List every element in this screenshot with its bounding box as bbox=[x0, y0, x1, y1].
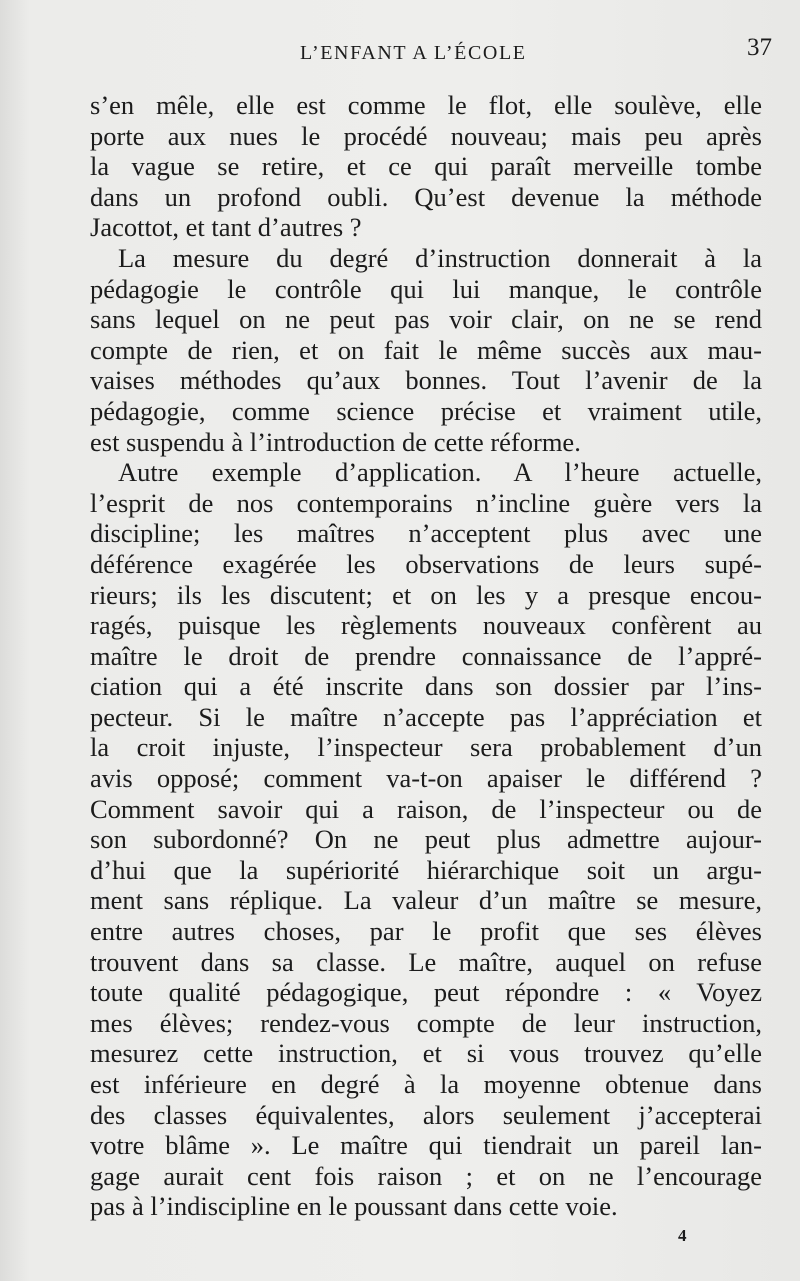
text-line: mesurez cette instruction, et si vous trouvez qu’elle bbox=[90, 1038, 762, 1069]
text-line: entre autres choses, par le profit que ses élèves bbox=[90, 916, 762, 947]
text-line: déférence exagérée les observations de leurs supé- bbox=[90, 548, 762, 579]
text-line: sans lequel on ne peut pas voir clair, on ne se rend bbox=[90, 304, 762, 335]
text-line: votre blâme ». Le maître qui tiendrait un pareil lan- bbox=[90, 1130, 762, 1161]
running-title: L’ENFANT A L’ÉCOLE bbox=[300, 42, 527, 64]
text-line: ragés, puisque les règlements nouveaux confèrent au bbox=[90, 610, 762, 641]
text-line: compte de rien, et on fait le même succès aux mau- bbox=[90, 334, 762, 365]
text-line: pédagogie le contrôle qui lui manque, le contrôle bbox=[90, 273, 762, 304]
text-line: discipline; les maîtres n’acceptent plus avec une bbox=[90, 518, 762, 549]
body-text bbox=[90, 90, 762, 1222]
text-line: la vague se retire, et ce qui paraît merveille tombe bbox=[90, 151, 762, 182]
text-line: La mesure du degré d’instruction donnerait à la bbox=[118, 242, 762, 273]
text-line: des classes équivalentes, alors seulement j’accepterai bbox=[90, 1099, 762, 1130]
text-line: est inférieure en degré à la moyenne obtenue dans bbox=[90, 1069, 762, 1099]
text-line: est suspendu à l’introduction de cette réforme. bbox=[90, 426, 581, 457]
text-line: trouvent dans sa classe. Le maître, auquel on refuse bbox=[90, 946, 762, 977]
text-line: mes élèves; rendez-vous compte de leur instruction, bbox=[90, 1007, 762, 1038]
text-line: Comment savoir qui a raison, de l’inspecteur ou de bbox=[90, 793, 762, 824]
text-line: pédagogie, comme science précise et vraiment utile, bbox=[90, 395, 762, 426]
text-line: pas à l’indiscipline en le poussant dans cette voie. bbox=[90, 1191, 618, 1222]
text-line: la croit injuste, l’inspecteur sera probablement d’un bbox=[90, 732, 762, 763]
text-line: maître le droit de prendre connaissance de l’appré- bbox=[90, 640, 762, 671]
page-number: 37 bbox=[747, 34, 772, 61]
signature-mark: 4 bbox=[678, 1226, 687, 1245]
text-line: Jacottot, et tant d’autres ? bbox=[90, 212, 362, 243]
text-line: toute qualité pédagogique, peut répondre : « Voyez bbox=[90, 977, 762, 1008]
text-line: porte aux nues le procédé nouveau; mais peu après bbox=[90, 120, 762, 151]
text-line: gage aurait cent fois raison ; et on ne l’encourage bbox=[90, 1160, 762, 1191]
text-line: son subordonné? On ne peut plus admettre aujour- bbox=[90, 824, 762, 855]
text-line: Autre exemple d’application. A l’heure actuelle, bbox=[118, 457, 762, 488]
text-line: rieurs; ils les discutent; et on les y a presque encou- bbox=[90, 579, 762, 610]
text-line: ment sans réplique. La valeur d’un maître se mesure, bbox=[90, 885, 762, 916]
text-line: d’hui que la supériorité hiérarchique soit un argu- bbox=[90, 854, 762, 885]
text-line: vaises méthodes qu’aux bonnes. Tout l’avenir de la bbox=[90, 365, 762, 396]
text-line: l’esprit de nos contemporains n’incline guère vers la bbox=[90, 487, 762, 518]
text-line: pecteur. Si le maître n’accepte pas l’appréciation et bbox=[90, 701, 762, 732]
text-line: dans un profond oubli. Qu’est devenue la méthode bbox=[90, 181, 762, 212]
text-line: s’en mêle, elle est comme le flot, elle soulève, elle bbox=[90, 90, 762, 120]
text-line: ciation qui a été inscrite dans son dossier par l’ins- bbox=[90, 671, 762, 702]
text-line: avis opposé; comment va-t-on apaiser le différend ? bbox=[90, 763, 762, 794]
